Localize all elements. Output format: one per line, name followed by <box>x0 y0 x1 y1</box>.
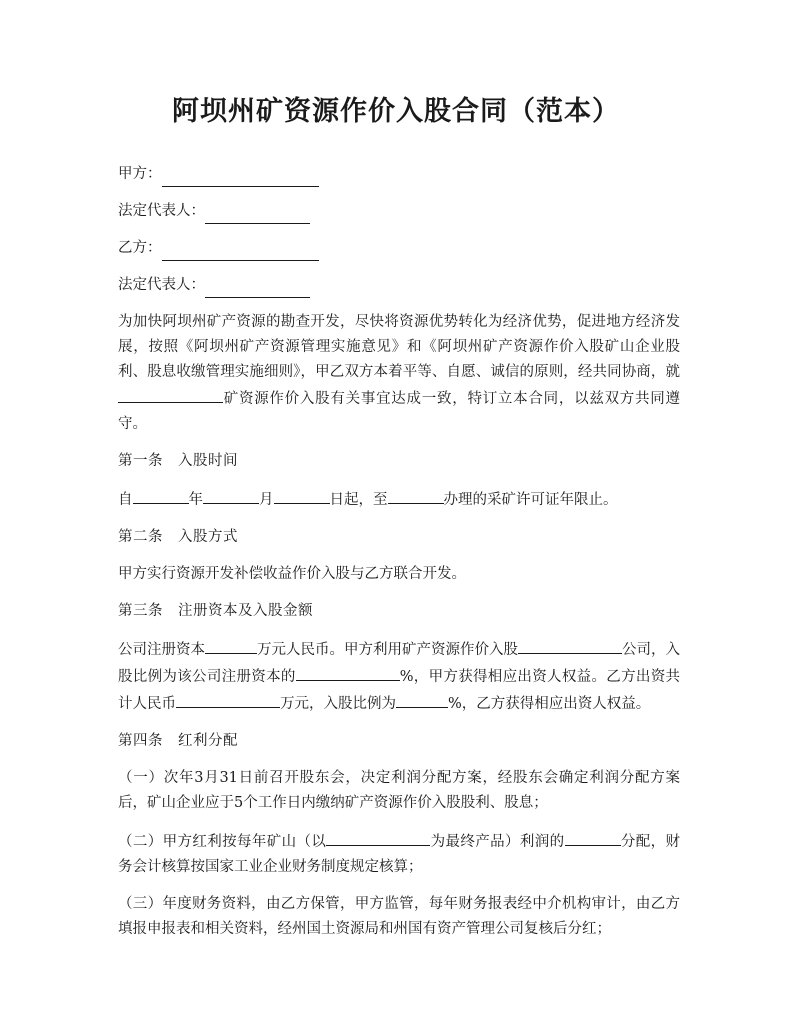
article-3-text-2: 万元人民币。甲方利用矿产资源作价入股 <box>257 642 518 658</box>
article-1-body <box>118 486 680 513</box>
month-blank <box>203 486 259 504</box>
legal-rep-a-blank <box>205 206 310 224</box>
contract-page <box>118 92 680 954</box>
article-2-body: 甲方实行资源开发补偿收益作价入股与乙方联合开发。 <box>118 566 466 582</box>
preamble-text-2: 矿资源作价入股有关事宜达成一致，特订立本合同，以兹双方共同遵守。 <box>118 391 680 432</box>
article-1-text-1: 自 <box>118 492 133 508</box>
legal-rep-a-label: 法定代表人： <box>118 203 205 219</box>
party-a-ratio-blank <box>296 663 400 681</box>
party-b-ratio-blank <box>396 690 448 708</box>
article-3-text-5: 万元，入股比例为 <box>280 696 396 712</box>
article-4-heading: 第四条 红利分配 <box>118 733 238 749</box>
article-1-text-5: 办理的采矿许可证年限止。 <box>443 492 618 508</box>
legal-rep-b-blank <box>205 280 310 298</box>
article-3-text-6: %，乙方获得相应出资人权益。 <box>448 696 651 712</box>
article-3-text-1: 公司注册资本 <box>118 642 205 658</box>
party-a-label: 甲方： <box>118 166 162 182</box>
article-3-body <box>118 636 680 717</box>
article-4-item-2 <box>118 828 680 880</box>
article-1-text-3: 月 <box>259 492 274 508</box>
end-date-blank <box>388 486 444 504</box>
mine-name-blank <box>118 385 223 403</box>
article-1-text-2: 年 <box>188 492 203 508</box>
legal-rep-a-field <box>118 199 680 224</box>
registered-capital-blank <box>205 636 257 654</box>
party-b-field <box>118 236 680 261</box>
company-name-blank <box>518 636 622 654</box>
document-title: 阿坝州矿资源作价入股合同（范本） <box>172 96 620 127</box>
legal-rep-b-label: 法定代表人： <box>118 277 205 293</box>
party-b-amount-blank <box>176 690 280 708</box>
legal-rep-b-field <box>118 273 680 298</box>
preamble-text-1: 为加快阿坝州矿产资源的勘查开发，尽快将资源优势转化为经济优势，促进地方经济发展，按照《阿坝州矿产资源管理实施意见》和《阿坝州矿产资源作价入股矿山企业股利、股息收缴管理实施细则》，甲乙双方本着平等、自愿、诚信的原则，经共同协商，就 <box>118 314 680 380</box>
article-4-item-3: （三）年度财务资料，由乙方保管，甲方监管，每年财务报表经中介机构审计，由乙方填报申报表和相关资料，经州国土资源局和州国有资产管理公司复核后分红； <box>118 896 680 937</box>
article-4-item-2-text-2: 为最终产品）利润的 <box>430 834 565 850</box>
article-1-heading: 第一条 入股时间 <box>118 453 238 469</box>
profit-share-blank <box>565 828 621 846</box>
article-4-item-2-text-3: 分配，财务会计核算按国家工业企业财务制度规定核算； <box>118 834 680 875</box>
article-2-heading: 第二条 入股方式 <box>118 529 238 545</box>
party-b-blank <box>162 243 319 261</box>
article-4-item-2-text-1: （二）甲方红利按每年矿山（以 <box>118 834 327 850</box>
day-blank <box>274 486 330 504</box>
article-3-text-3: 公司，入股比例为该公司注册资本的 <box>118 642 680 685</box>
party-b-label: 乙方： <box>118 240 162 256</box>
party-a-blank <box>162 169 319 187</box>
party-a-field <box>118 162 680 187</box>
year-blank <box>133 486 189 504</box>
article-3-heading: 第三条 注册资本及入股金额 <box>118 603 313 619</box>
article-1-text-4: 日起，至 <box>329 492 388 508</box>
article-3-text-4: %，甲方获得相应出资人权益。乙方出资共计人民币 <box>118 669 680 712</box>
preamble-paragraph <box>118 310 680 437</box>
article-4-item-1: （一）次年3月31日前召开股东会，决定利润分配方案，经股东会确定利润分配方案后，矿山企业应于5个工作日内缴纳矿产资源作价入股股利、股息； <box>118 770 680 811</box>
final-product-blank <box>326 828 430 846</box>
